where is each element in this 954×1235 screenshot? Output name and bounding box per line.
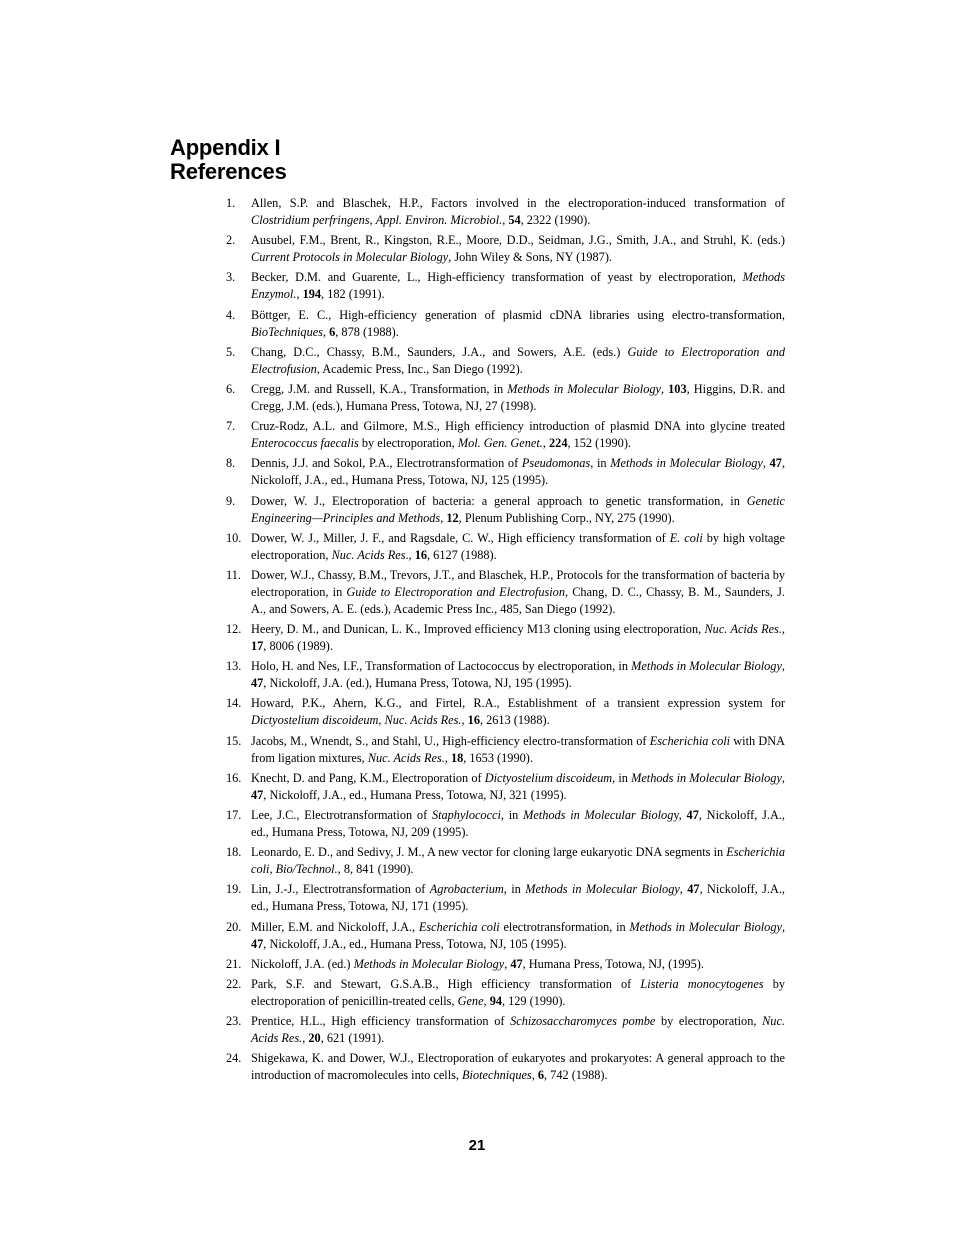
reference-number: 4. [226,307,236,322]
reference-segment: Knecht, D. and Pang, K.M., Electroporation of [251,770,485,785]
reference-segment: , Higgins, D.R. and Cregg, J.M. (eds.), Humana Press, Totowa, NJ, 27 (1998). [251,381,786,413]
reference-italic-segment: Nuc. Acids Res [331,547,406,562]
reference-italic-segment: Schizosaccharomyces pombe [510,1014,656,1029]
reference-volume: 47 [251,936,264,951]
reference-segment: Allen, S.P. and Blaschek, H.P., Factors involved in the electroporation-induced transformation of [251,196,785,210]
reference-volume: 47 [686,808,699,822]
reference-item [226,269,785,303]
reference-segment: Becker, D.M. and Guarente, L., High-efficiency transformation of yeast by electroporation, [251,270,743,285]
reference-segment: , 621 (1991). [320,1031,385,1046]
reference-italic-segment: Dictyostelium discoideum [484,770,613,785]
reference-number: 5. [226,344,236,359]
reference-text [251,770,785,804]
reference-italic-segment: Enterococcus faecalis [251,436,359,451]
reference-item [226,658,785,692]
reference-italic-segment: Biotechniques [462,1068,532,1083]
reference-number: 22. [226,976,242,991]
reference-segment: , 8, 841 (1990). [337,862,414,877]
reference-number: 6. [226,381,236,396]
reference-volume: 17 [251,639,264,654]
reference-number: 21. [226,956,242,971]
reference-number: 3. [226,270,236,285]
reference-item [226,307,785,341]
reference-text [251,733,785,767]
reference-segment: , [762,456,770,471]
reference-item [226,1050,785,1084]
reference-number: 17. [226,808,242,822]
reference-italic-segment: Current Protocols in Molecular Biology [251,250,449,265]
reference-segment: , [378,713,385,728]
reference-italic-segment: BioTechniques [251,324,323,339]
reference-italic-segment: Nuc. Acids Res. [367,750,445,765]
reference-segment: , [504,956,511,971]
reference-text [251,344,785,378]
reference-italic-segment: E. coli [669,530,703,545]
reference-item [226,807,785,841]
reference-segment: Dower, W.J., Chassy, B.M., Trevors, J.T., and Blaschek, H.P., Protocols for the transformation of bacteria by electroporation, in [251,567,785,599]
reference-italic-segment: Staphylococci [431,808,501,822]
reference-segment: , Academic Press, Inc., San Diego (1992). [316,361,523,376]
reference-text [251,455,785,489]
reference-segment: by high voltage electroporation, [251,530,785,562]
reference-segment: , 129 (1990). [501,993,566,1008]
reference-text [251,658,785,692]
reference-text [251,1050,785,1084]
reference-item [226,621,785,655]
reference-italic-segment: Guide to Electroporation and Electrofusion [251,344,785,376]
reference-item [226,455,785,489]
reference-italic-segment: Methods in Molecular Biology [629,919,782,934]
reference-segment: Ausubel, F.M., Brent, R., Kingston, R.E., Moore, D.D., Seidman, J.G., Smith, J.A., and Struhl, K. (eds.) [251,233,785,248]
reference-number: 24. [226,1051,242,1066]
reference-segment: Leonardo, E. D., and Sedivy, J. M., A new vector for cloning large eukaryotic DNA segments in [251,845,727,860]
reference-item [226,770,785,804]
reference-text [251,807,785,841]
reference-item [226,881,785,915]
reference-segment: Howard, P.K., Ahern, K.G., and Firtel, R.A., Establishment of a transient expression system for [251,696,785,711]
reference-number: 18. [226,845,242,860]
reference-segment: , Nickoloff, J.A., ed., Humana Press, Totowa, NJ, 105 (1995). [263,936,567,951]
reference-segment: electrotransformation, in [499,919,630,934]
reference-volume: 224 [549,436,568,451]
reference-item [226,381,785,415]
reference-segment: ., [405,547,415,562]
reference-volume: 47 [510,956,523,971]
reference-italic-segment: Agrobacterium [429,882,504,897]
reference-volume: 54 [508,213,521,227]
reference-volume: 194 [302,287,322,302]
reference-segment: , [502,213,509,227]
reference-text [251,1013,785,1047]
page-number: 21 [468,1137,486,1154]
reference-text [251,493,785,527]
reference-segment: , [444,750,451,765]
reference-segment: Dennis, J.J. and Sokol, P.A., Electrotransformation of [251,456,522,471]
reference-segment: Cregg, J.M. and Russell, K.A., Transformation, in [251,381,508,396]
reference-volume: 47 [687,882,700,897]
reference-volume: 18 [450,750,464,765]
reference-segment: , [781,659,785,674]
reference-segment: , 2322 (1990). [520,213,591,227]
reference-segment: Jacobs, M., Wnendt, S., and Stahl, U., High-efficiency electro-transformation of [251,733,650,748]
reference-segment: , in [590,456,611,471]
reference-segment: , Nickoloff, J.A., ed., Humana Press, Totowa, NJ, 125 (1995). [251,456,786,488]
reference-segment: , [781,919,786,934]
reference-segment: , [302,1031,309,1046]
reference-segment: , 2613 (1988). [479,713,550,728]
reference-segment: , John Wiley & Sons, NY (1987). [448,250,612,265]
reference-item [226,344,785,378]
reference-number: 12. [226,622,242,637]
reference-text [251,269,785,303]
reference-item [226,844,785,878]
reference-item [226,232,785,266]
reference-number: 10. [226,530,242,545]
reference-volume: 12 [446,510,459,525]
reference-italic-segment: Bio/Technol. [275,862,338,877]
reference-segment: , Chang, D. C., Chassy, B. M., Saunders, J. A., and Sowers, A. E. (eds.), Academic Press Inc., 485, San Diego (1992). [251,584,785,616]
reference-italic-segment: Nuc. Acids Res. [704,622,782,637]
reference-text [251,381,785,415]
reference-number: 14. [226,696,242,711]
reference-volume: 94 [489,993,502,1008]
reference-item [226,1013,785,1047]
reference-segment: , 742 (1988). [544,1068,608,1083]
reference-segment: , [440,510,447,525]
reference-text [251,232,785,266]
reference-volume: 47 [251,787,264,802]
reference-segment: by electroporation, [358,436,458,451]
reference-italic-segment: Methods in Molecular Biology [353,956,505,971]
reference-segment: , [269,862,276,877]
reference-volume: 20 [308,1031,321,1046]
reference-segment: , [322,324,330,339]
reference-item [226,733,785,767]
reference-segment: , [679,882,688,897]
reference-number: 23. [226,1014,242,1029]
reference-segment: Dower, W. J., Electroporation of bacteria: a general approach to genetic transformation, in [251,493,747,508]
reference-text [251,307,785,341]
reference-segment: Holo, H. and Nes, I.F., Transformation of Lactococcus by electroporation, in [251,659,632,674]
reference-volume: 16 [414,547,428,562]
reference-segment: , [296,287,303,302]
reference-number: 1. [226,196,236,210]
reference-item [226,567,785,618]
reference-segment: , 6127 (1988). [427,547,497,562]
reference-segment: Heery, D. M., and Dunican, L. K., Improved efficiency M13 cloning using electroporation, [251,622,705,637]
reference-volume: 6 [329,324,336,339]
reference-item [226,919,785,953]
reference-item [226,956,785,973]
reference-segment: Dower, W. J., Miller, J. F., and Ragsdale, C. W., High efficiency transformation of [251,530,670,545]
reference-volume: 103 [668,381,687,396]
reference-text [251,695,785,729]
reference-number: 9. [226,493,236,508]
reference-text [251,956,785,973]
reference-italic-segment: Methods in Molecular Biology [507,381,661,396]
reference-italic-segment: Appl. Environ. Microbiol. [375,213,503,227]
reference-number: 15. [226,733,242,748]
reference-item [226,195,785,229]
reference-number: 8. [226,456,236,471]
reference-segment: Miller, E.M. and Nickoloff, J.A., [251,919,419,934]
reference-segment: , [369,213,376,227]
reference-segment: , [483,993,490,1008]
reference-italic-segment: Nuc. Acids Res. [251,1014,785,1046]
reference-italic-segment: Escherichia coli [418,919,500,934]
reference-segment: , 878 (1988). [335,324,399,339]
reference-segment: , Humana Press, Totowa, NJ, (1995). [522,956,704,971]
reference-segment: , [781,622,785,637]
reference-segment: , 8006 (1989). [263,639,333,654]
references-title: References [170,159,287,184]
reference-segment: , in [612,770,632,785]
reference-text [251,418,785,452]
reference-segment: by electroporation, [655,1014,763,1029]
reference-segment: , in [500,808,524,822]
reference-italic-segment: Nuc. Acids Res. [384,713,462,728]
reference-segment: , Plenum Publishing Corp., NY, 275 (1990). [458,510,675,525]
reference-italic-segment: Escherichia coli [649,733,731,748]
reference-item [226,530,785,564]
reference-list [226,195,785,1088]
reference-italic-segment: Methods in Molecular Biology [631,770,782,785]
reference-segment: , [531,1068,538,1083]
reference-segment: , Nickoloff, J.A., ed., Humana Press, Totowa, NJ, 171 (1995). [251,882,785,914]
reference-number: 11. [226,567,241,582]
reference-text [251,195,785,229]
reference-italic-segment: Methods Enzymol. [251,270,785,302]
reference-item [226,976,785,1010]
reference-segment: Nickoloff, J.A. (ed.) [251,956,354,971]
reference-segment: , Nickoloff, J.A. (ed.), Humana Press, Totowa, NJ, 195 (1995). [263,676,572,691]
reference-text [251,919,785,953]
reference-italic-segment: Listeria monocytogenes [640,976,764,991]
reference-segment: Lee, J.C., Electrotransformation of [251,808,432,822]
reference-number: 13. [226,659,242,674]
reference-segment: Prentice, H.L., High efficiency transformation of [251,1014,511,1029]
reference-segment: , [781,770,785,785]
reference-italic-segment: Methods in Molecular Biology [631,659,782,674]
reference-number: 19. [226,882,242,897]
reference-segment: by electroporation of penicillin-treated cells, [251,976,785,1008]
reference-italic-segment: Escherichia coli [251,845,785,877]
reference-text [251,881,785,915]
reference-text [251,621,785,655]
reference-italic-segment: Methods in Molecular Biolog [523,808,674,822]
reference-italic-segment: Genetic Engineering—Principles and Methods [251,493,785,525]
reference-number: 2. [226,233,236,248]
reference-item [226,493,785,527]
reference-segment: , 182 (1991). [321,287,385,302]
reference-segment: , Nickoloff, J.A., ed., Humana Press, Totowa, NJ, 321 (1995). [263,787,567,802]
reference-segment: Lin, J.-J., Electrotransformation of [251,882,430,897]
page-heading [170,136,287,184]
reference-volume: 6 [537,1068,545,1083]
reference-volume: 47 [769,456,782,471]
reference-text [251,976,785,1010]
reference-segment: , [461,713,468,728]
reference-number: 20. [226,919,242,934]
reference-italic-segment: Pseudomonas [521,456,591,471]
reference-volume: 16 [467,713,480,728]
reference-italic-segment: Gene [457,993,484,1008]
reference-italic-segment: Dictyostelium discoideum [251,713,379,728]
reference-segment: Park, S.F. and Stewart, G.S.A.B., High efficiency transformation of [251,976,641,991]
reference-segment: y, [673,808,687,822]
reference-segment: , Nickoloff, J.A., ed., Humana Press, Totowa, NJ, 209 (1995). [251,808,786,839]
reference-italic-segment: Clostridium perfringens [251,213,370,227]
reference-segment: , in [503,882,526,897]
reference-item [226,695,785,729]
reference-text [251,530,785,564]
reference-italic-segment: Mol. Gen. Genet. [457,436,543,451]
reference-segment: Shigekawa, K. and Dower, W.J., Electroporation of eukaryotes and prokaryotes: A general approach to the introduction of macromolecules into cells, [251,1051,785,1083]
reference-volume: 47 [251,676,264,691]
reference-segment: , [542,436,550,451]
reference-segment: , [660,381,669,396]
reference-italic-segment: Guide to Electroporation and Electrofusion [346,584,565,599]
reference-italic-segment: Methods in Molecular Biology [610,456,763,471]
reference-number: 16. [226,770,242,785]
reference-segment: , 1653 (1990). [463,750,533,765]
reference-segment: , 152 (1990). [567,436,631,451]
reference-item [226,418,785,452]
reference-number: 7. [226,419,236,434]
appendix-title: Appendix I [170,135,281,160]
reference-segment: with DNA from ligation mixtures, [251,733,786,765]
reference-segment: Böttger, E. C., High-efficiency generation of plasmid cDNA libraries using electro-transformation, [251,307,785,322]
reference-text [251,844,785,878]
reference-italic-segment: Methods in Molecular Biology [525,882,680,897]
reference-segment: Cruz-Rodz, A.L. and Gilmore, M.S., High efficiency introduction of plasmid DNA into glycine treated [251,419,785,434]
reference-segment: Chang, D.C., Chassy, B.M., Saunders, J.A., and Sowers, A.E. (eds.) [251,344,628,359]
reference-text [251,567,785,618]
